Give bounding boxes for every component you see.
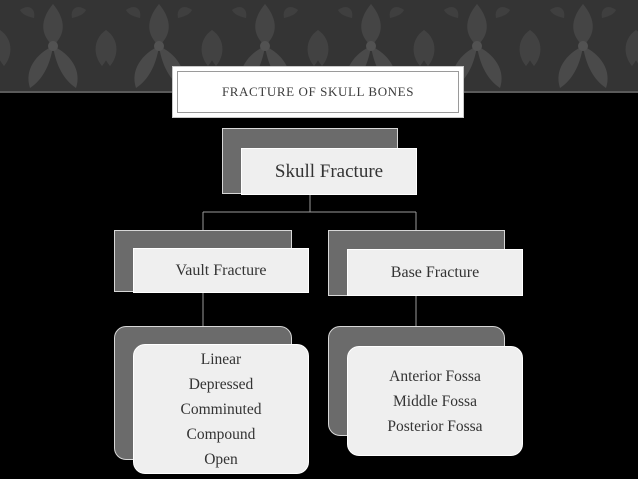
- type-comminuted: Comminuted: [180, 400, 262, 418]
- type-open: Open: [204, 450, 238, 468]
- vault-types-list: [181, 347, 262, 472]
- root-node: [241, 148, 417, 195]
- vault-fracture-node: [133, 248, 309, 293]
- vault-fracture-label: Vault Fracture: [175, 261, 267, 279]
- vault-types-box: [133, 344, 309, 474]
- type-posterior-fossa: Posterior Fossa: [387, 417, 483, 435]
- root-node-label: Skull Fracture: [274, 160, 384, 182]
- base-types-list: [387, 364, 482, 439]
- base-fracture-node: [347, 249, 523, 296]
- base-types-box: [347, 346, 523, 456]
- base-fracture-label: Base Fracture: [390, 263, 480, 281]
- type-linear: Linear: [200, 350, 242, 368]
- slide-title: FRACTURE OF SKULL BONES: [221, 84, 415, 99]
- type-anterior-fossa: Anterior Fossa: [389, 367, 481, 385]
- type-compound: Compound: [186, 425, 256, 443]
- type-depressed: Depressed: [188, 375, 254, 393]
- type-middle-fossa: Middle Fossa: [393, 392, 477, 410]
